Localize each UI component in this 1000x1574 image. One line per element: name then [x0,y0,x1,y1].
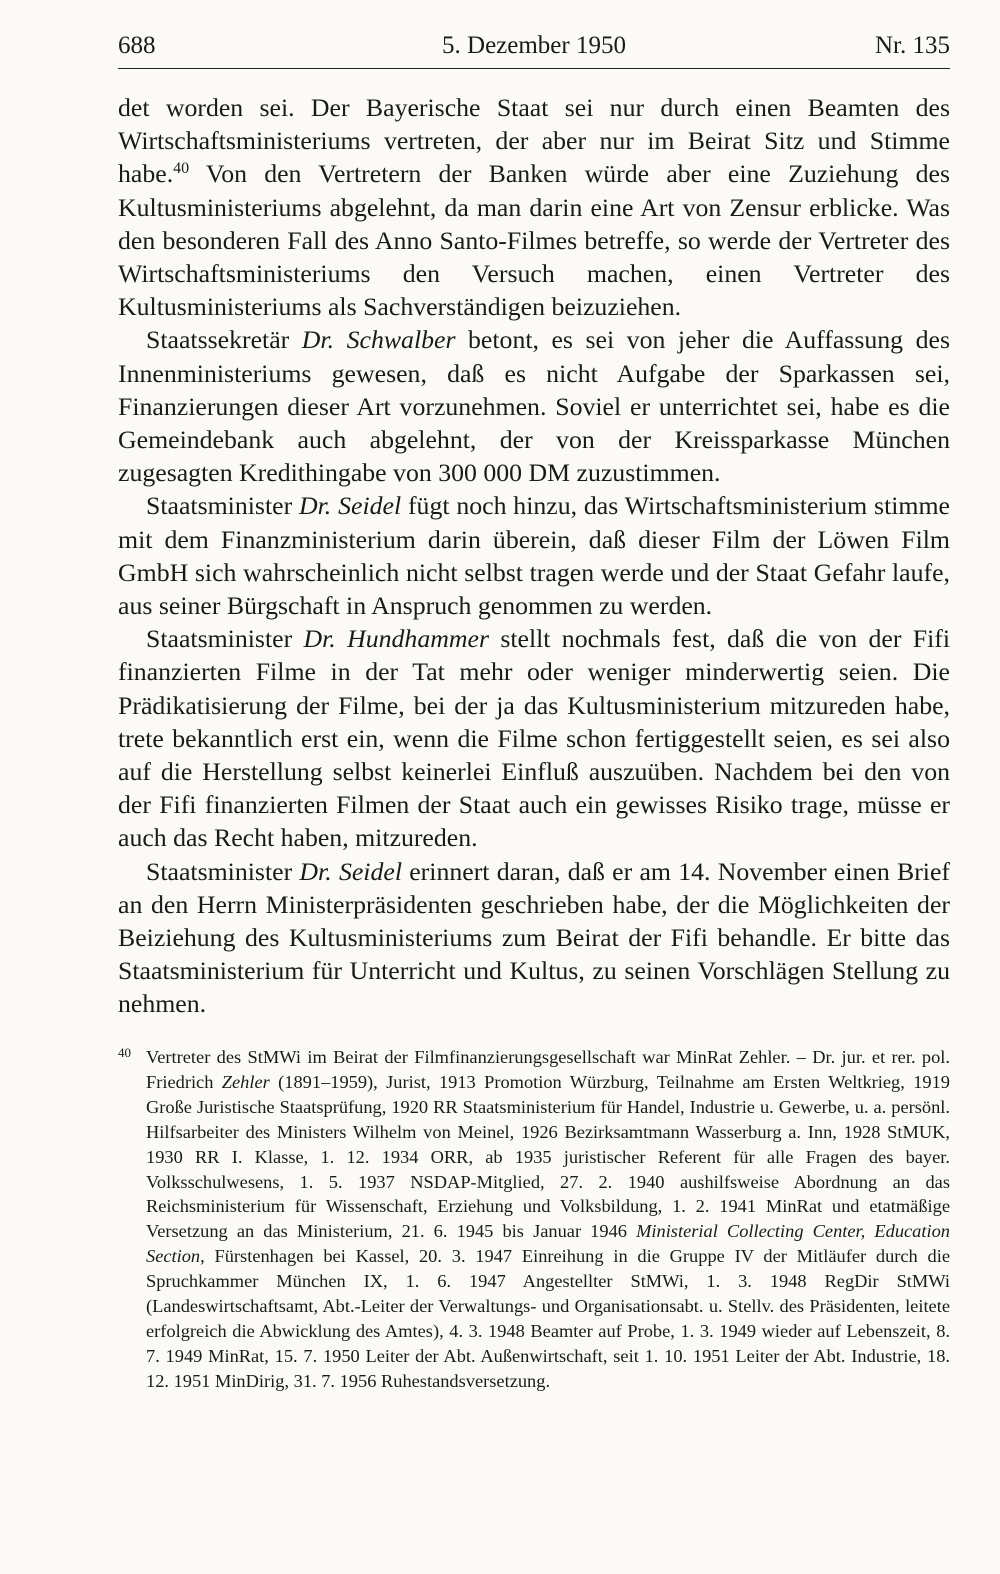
footnote-text-2: (1891–1959), Jurist, 1913 Promotion Würzburg, Teilnahme am Ersten Weltkrieg, 1919 Große Juristische Staatsprüfung, 1920 RR Staatsministerium für Handel, Industrie u. Gewerbe, u. a. persönl. Hilfsarbeiter des Ministers Wilhelm von Meinel, 1926 Bezirksamtmann Wasserburg a. Inn, 1928 StMUK, 1930 RR I. Klasse, 1. 12. 1934 ORR, ab 1935 juristischer Referent für alle Fragen des bayer. Volksschulwesens, 1. 5. 1937 NSDAP-Mitglied, 27. 2. 1940 aushilfsweise Abordnung an das Reichsministerium für Wissenschaft, Erziehung und Volksbildung, 1. 2. 1941 MinRat und etatmäßige Versetzung an das Ministerium, 21. 6. 1945 bis Januar 1946 [146,1071,950,1242]
speaker-title: Staatsminister [146,624,304,654]
paragraph-1-text-a: det worden sei. Der Bayerische Staat sei nur durch einen Beamten des Wirtschaftsministeriums vertreten, der aber nur im Beirat Sitz und Stimme habe. [118,93,950,189]
speaker-name: Seidel [338,856,402,886]
footnote-organization: Ministerial Collecting Center, Education Section [146,1221,950,1267]
paragraph-3-text: fügt noch hinzu, das Wirtschaftsministerium stimme mit dem Finanzministerium darin überein, daß dieser Film der Löwen Film GmbH sich wahrscheinlich nicht selbst tragen werde und der Staat Gefahr laufe, aus seiner Bürgschaft in Anspruch genommen zu werden. [118,491,950,621]
paragraph-3 [118,489,950,622]
session-date: 5. Dezember 1950 [442,32,626,59]
footnote-text-1: Vertreter des StMWi im Beirat der Filmfinanzierungsgesellschaft war MinRat Zehler. – Dr. jur. et rer. pol. Friedrich [146,1047,950,1092]
footnote-reference: 40 [173,160,190,178]
speaker-dr: Dr. [303,624,336,654]
footnote-person-name: Zehler [221,1071,270,1092]
page-number: 688 [118,32,156,59]
paragraph-4 [118,622,950,854]
paragraph-4-text: stellt nochmals fest, daß die von der Fifi finanzierten Filme in der Tat mehr oder weniger minderwertig seien. Die Prädikatisierung der Filme, bei der ja das Kultusministerium mitzureden habe, trete bekanntlich erst ein, wenn die Filme schon fertiggestellt seien, es sei also auf die Herstellung selbst keinerlei Einfluß auszuüben. Nachdem bei den von der Fifi finanzierten Filmen der Staat auch ein gewisses Risiko trage, müsse er auch das Recht haben, mitzureden. [118,624,951,853]
paragraph-2-text: betont, es sei von jeher die Auffassung des Innenministeriums gewesen, daß es nicht Aufgabe der Sparkassen sei, Finanzierungen dieser Art vorzunehmen. Soviel er unterrichtet sei, habe es die Gemeindebank auch abgelehnt, der von der Kreissparkasse München zugesagten Kredithingabe von 300 000 DM zuzustimmen. [118,325,950,488]
speaker-name: Schwalber [346,325,456,355]
paragraph-1-text-b: Von den Vertretern der Banken würde aber eine Zuziehung des Kultusministeriums abgelehnt, da man darin eine Art von Zensur erblicke. Was den besonderen Fall des Anno Santo-Filmes betreffe, so werde der Vertreter des Wirtschaftsministeriums den Versuch machen, einen Vertreter des Kultusministeriums als Sachverständigen beizuziehen. [118,159,950,322]
speaker-name: Seidel [338,491,402,521]
speaker-title: Staatsminister [146,491,299,521]
minutes-body [118,91,950,1021]
protocol-number: Nr. 135 [875,32,950,59]
speaker-title: Staatssekretär [146,325,302,355]
paragraph-1 [118,91,950,323]
paragraph-5-text: erinnert daran, daß er am 14. November einen Brief an den Herrn Ministerpräsidenten geschrieben habe, der die Möglichkeiten der Beiziehung des Kultusministeriums zum Beirat der Fifi behandle. Er bitte das Staatsministerium für Unterricht und Kultus, zu seinen Vorschlägen Stellung zu nehmen. [118,856,950,1019]
paragraph-2 [118,323,950,489]
running-head [118,28,950,69]
footnote-number: 40 [118,1045,131,1060]
paragraph-5 [118,855,950,1021]
speaker-name: Hundhammer [347,624,489,654]
document-page [118,28,950,1021]
footnote-text-3: , Fürstenhagen bei Kassel, 20. 3. 1947 Einreihung in die Gruppe IV der Mitläufer durch die Spruchkammer München IX, 1. 6. 1947 Angestellter StMWi, 1. 3. 1948 RegDir StMWi (Landeswirtschaftsamt, Abt.-Leiter der Verwaltungs- und Organisationsabt. u. Stellv. des Präsidenten, leitete erfolgreich die Abwicklung des Amtes), 4. 3. 1948 Beamter auf Probe, 1. 3. 1949 wieder auf Lebenszeit, 8. 7. 1949 MinRat, 15. 7. 1950 Leiter der Abt. Außenwirtschaft, seit 1. 10. 1951 Leiter der Abt. Industrie, 18. 12. 1951 MinDirig, 31. 7. 1956 Ruhestandsversetzung. [146,1246,950,1391]
footnotes [118,1045,950,1394]
speaker-dr: Dr. [301,325,335,355]
speaker-title: Staatsminister [146,856,300,886]
speaker-dr: Dr. [299,856,332,886]
speaker-dr: Dr. [299,491,332,521]
footnote-40 [118,1045,950,1394]
